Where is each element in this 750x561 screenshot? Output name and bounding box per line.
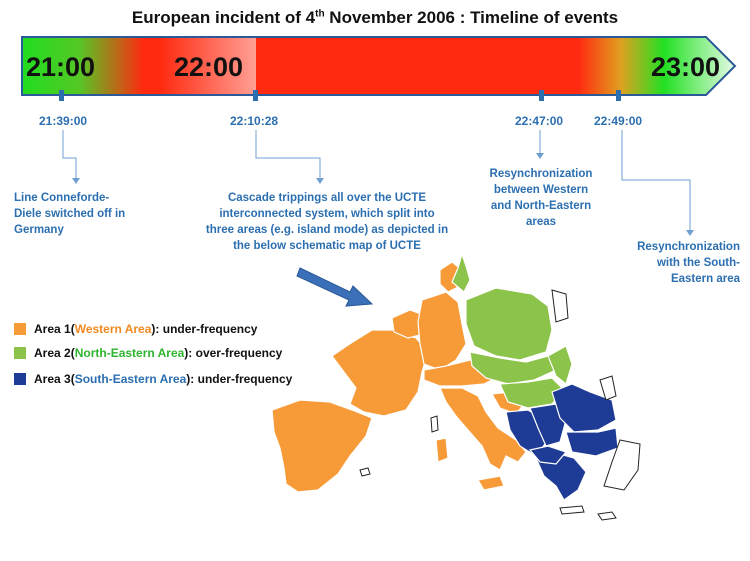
sardinia [436,438,448,462]
legend-area-2: Area 2 ( North-Eastern Area ) : over-frequency [14,346,282,360]
hour-label-2200: 22:00 [174,52,244,82]
cyprus-outline [598,512,616,520]
crete-outline [560,506,584,514]
sicily [478,476,504,490]
event-2-text: Cascade trippings all over the UCTE interconnected system, which split into three areas (e.g. island mode) as depicted in the below schematic map of UCTE [205,192,449,252]
timestamp-3: 22:47:00 [515,114,564,128]
germany [418,292,466,370]
iberia [272,400,372,492]
page-title: European incident of 4th November 2006 : Timeline of events [131,8,619,27]
legend-area-1: Area 1 ( Western Area ) : under-frequency [14,322,257,336]
france [332,330,428,416]
timestamp-4: 22:49:00 [594,114,643,128]
balearic [360,468,370,476]
timestamp-2: 22:10:28 [230,114,279,128]
event-3-text: Resynchronization between Western and North-Eastern areas [489,168,593,228]
hour-label-2100: 21:00 [26,52,96,82]
bulgaria [566,428,618,456]
event-4-text: Resynchronization with the South- Eastern area [637,241,740,285]
hour-label-2300: 23:00 [651,52,721,82]
corsica [431,416,438,432]
baltic-edge [552,290,568,322]
event-1-text: Line Conneforde- Diele switched off in Germany [14,192,126,236]
timestamp-1: 21:39:00 [39,114,88,128]
pointer-arrow [297,268,372,306]
legend-area-3: Area 3 ( South-Eastern Area ) : under-frequency [14,372,292,386]
poland [466,288,552,360]
